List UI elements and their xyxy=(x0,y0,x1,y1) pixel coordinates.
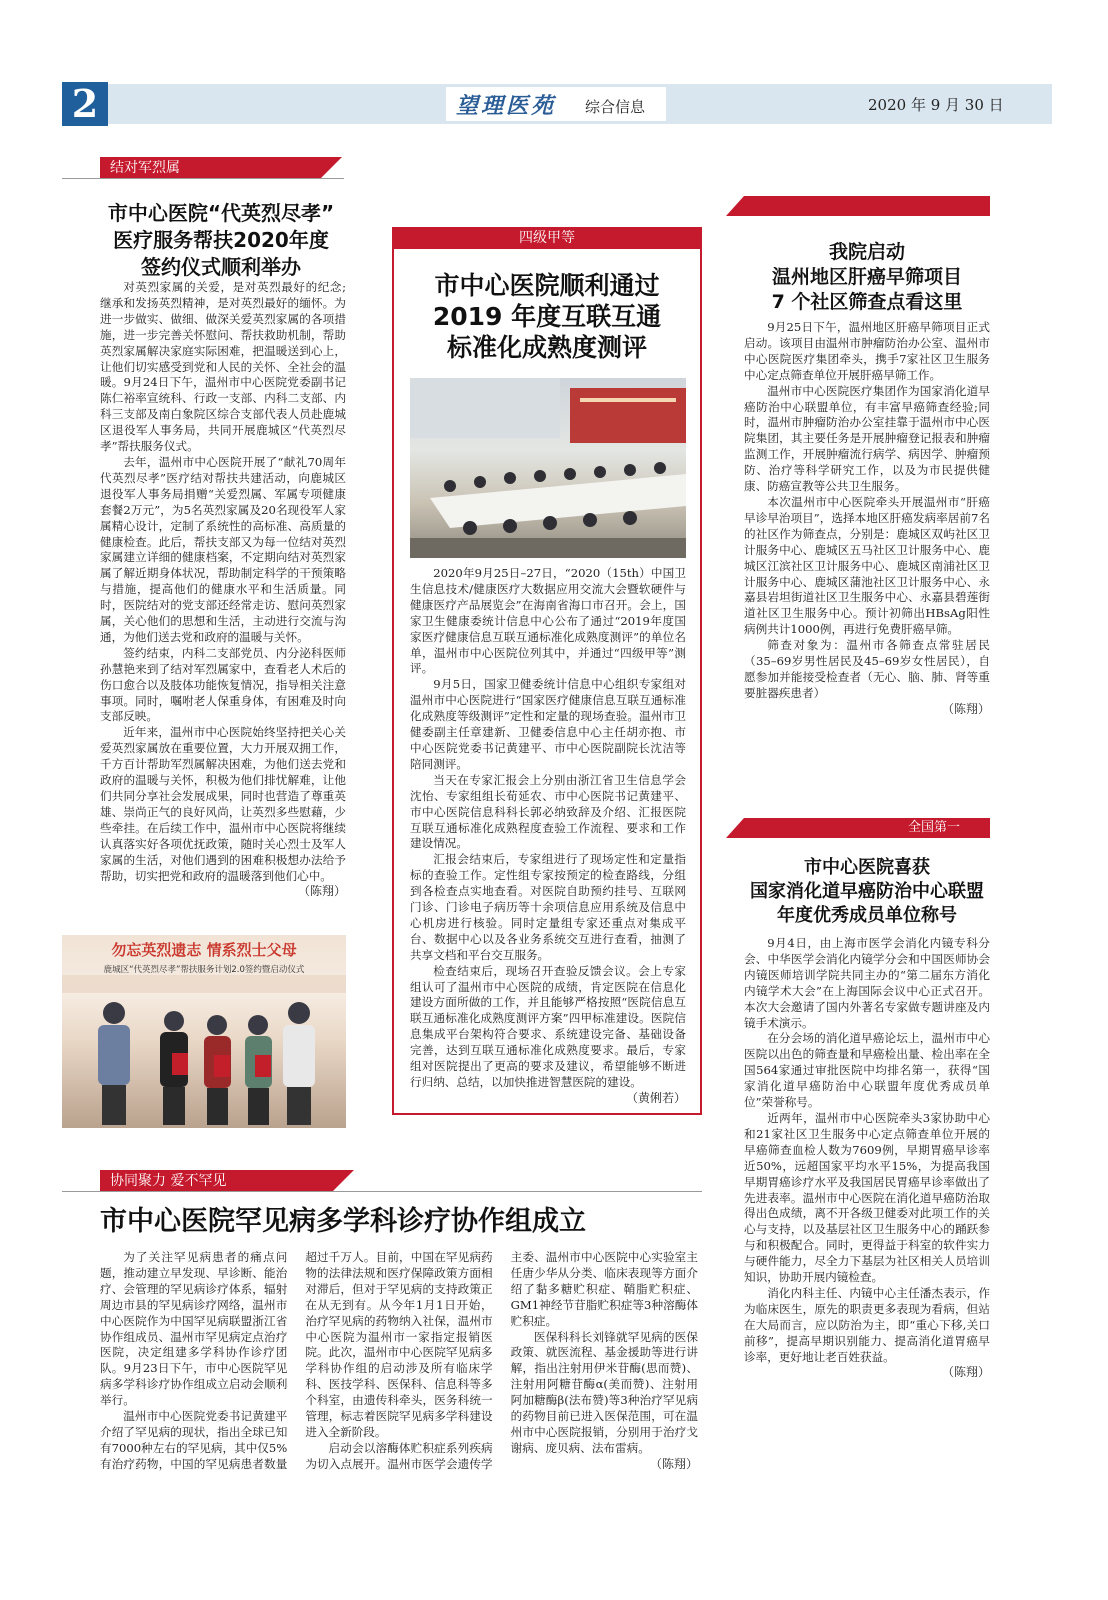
article3-headline: 我院启动 温州地区肝癌早筛项目 7 个社区筛查点看这里 xyxy=(771,241,963,313)
meeting-scene xyxy=(410,378,686,558)
page-number: 2 xyxy=(62,82,108,126)
article4-body: 9月4日，由上海市医学会消化内镜专科分会、中华医学会消化内镜学分会和中国医师协会内镜医师培训学院共同主办的“第二届东方消化内镜学术大会”在上海国际会议中心正式召开。本次大会邀请了国内外著名专家做专题讲座及内镜手术演示。 在分会场的消化道早癌论坛上，温州市中心医院以出色的筛查量和早癌检出量、检出率在全国564家通过审批医院中均排名第一，获得“国家消化道早癌防治中心联盟年度优秀成员单位”荣誉称号。 近两年，温州市中心医院牵头3家协助中心和21家社区卫生服务中心定点筛查单位开展的早癌筛查血检人数为7609例，早期胃癌早诊率近50%，远超国家平均水平15%，为提高我国早期胃癌诊疗水平及我国居民胃癌早诊率做出了先进表率。温州市中心医院在消化道早癌防治取得出色成绩，离不开各级卫健委对此项工作的关心与支持，以及基层社区卫生服务中心的踊跃参与和积极配合。同时，更得益于科室的软件实力与硬件能力，尽全力下基层为社区相关人员培训知识，协助开展内镜检查。 消化内科主任、内镜中心主任潘杰表示，作为临床医生，原先的职责更多表现为看病，但站在大局而言，应以防治为主，即“重心下移,关口前移”，提高早期识别能力、提高消化道胃癌早诊率，更好地让老百姓获益。 （陈翔） xyxy=(744,936,990,1380)
article1-author: （陈翔） xyxy=(297,884,346,899)
article4-headline: 市中心医院喜获 国家消化道早癌防治中心联盟 年度优秀成员单位称号 xyxy=(750,857,984,926)
article2-author: （黄俐若） xyxy=(625,1090,686,1105)
photo-caption-text: 鹿城区“代英烈尽孝”帮扶服务计划2.0签约暨启动仪式 xyxy=(103,965,305,975)
article2-headline: 市中心医院顺利通过 2019 年度互联互通 标准化成熟度测评 xyxy=(432,271,662,362)
article3-author: （陈翔） xyxy=(941,701,990,716)
article5-headline: 市中心医院罕见病多学科诊疗协作组成立 xyxy=(100,1206,586,1237)
tag-corner xyxy=(726,818,744,838)
section-tag-military: 结对军烈属 xyxy=(100,157,320,179)
divider xyxy=(62,178,344,179)
article1-body: 对英烈家属的关爱，是对英烈最好的纪念;继承和发扬英烈精神，是对英烈最好的缅怀。为进一步做实、做细、做深关爱英烈家属的各项措施，进一步完善关怀慰问、帮扶救助机制，帮助英烈家属解决家庭实际困难，把温暖送到心上，让他们切实感受到党和人民的关怀、全社会的温暖。9月24日下午，温州市中心医院党委副书记陈仁裕率宣统科、行政一支部、内科二支部、内科三支部及南白象院区综合支部代表人员赴鹿城区退役军人事务局，共同开展鹿城区“代英烈尽孝”帮扶服务仪式。 去年，温州市中心医院开展了“献礼70周年 代英烈尽孝”医疗结对帮扶共建活动，向鹿城区退役军人事务局捐赠“关爱烈属、军属专项健康套餐2万元”，为5名英烈家属及20名现役军人家属精心设计，定制了系统性的高标准、高质量的健康检查。此后，帮扶支部又为每一位结对英烈家属建立详细的健康档案，不定期向结对英烈家属了解近期身体状况，帮助制定科学的干预策略与措施，提高他们的健康水平和生活质量。同时，医院结对的党支部还经常走访、慰问英烈家属，关心他们的思想和生活，主动进行交流与沟通，为他们送去党和政府的温暖与关怀。 签约结束，内科二支部党员、内分泌科医师孙慧艳来到了结对军烈属家中，查看老人术后的伤口愈合以及肢体功能恢复情况，指导相关注意事项。同时，嘱咐老人保重身体，有困难及时向支部反映。 近年来，温州市中心医院始终坚持把关心关爱英烈家属放在重要位置，大力开展双拥工作，千方百计帮助军烈属解决困难，为他们送去党和政府的温暖与关怀，积极为他们排忧解难，让他们共同分享社会发展成果，同时也营造了尊重英雄、崇尚正气的良好风尚，让英烈多些慰藉，少些牵挂。在后续工作中，温州市中心医院将继续认真落实好各项优抚政策，随时关心烈士及军人家属的生活，对他们遇到的困难积极想办法给予帮助，切实把党和政府的温暖落到他们心中。 （陈翔） xyxy=(100,280,346,899)
section-tag-national-first: 全国第一 xyxy=(744,818,990,838)
ceremony-photo xyxy=(62,935,346,1128)
tag-corner xyxy=(726,196,744,216)
article2-body: 2020年9月25日–27日，“2020（15th）中国卫生信息技术/健康医疗大数据应用交流大会暨软硬件与健康医疗产品展览会”在海南省海口市召开。会上，国家卫生健康委统计信息中心公布了通过“2019年度国家医疗健康信息互联互通标准化成熟度测评”的单位名单，温州市中心医院位列其中，并通过“四级甲等”测评。 9月5日，国家卫健委统计信息中心组织专家组对温州市中心医院进行“国家医疗健康信息互联互通标准化成熟度等级测评”定性和定量的现场查验。温州市卫健委副主任章建新、卫健委信息中心主任胡亦抱、市中心医院党委书记黄建平、市中心医院副院长沈洁等陪同测评。 当天在专家汇报会上分别由浙江省卫生信息学会沈怡、专家组组长荀延农、市中心医院书记黄建平、市中心医院信息科科长郭必纳致辞及介绍、汇报医院互联互通标准化成熟程度查验工作流程、要求和工作建设情况。 汇报会结束后，专家组进行了现场定性和定量指标的查验工作。定性组专家按预定的检查路线，分组到各检查点实地查看。对医院自助预约挂号、互联网门诊、门诊电子病历等十余项信息应用系统及信息中心机房进行核验。同时定量组专家还重点对集成平台、数据中心以及各业务系统交互进行查看，抽测了共享文档和平台交互服务。 检查结束后，现场召开查验反馈会议。会上专家组认可了温州市中心医院的成绩，肯定医院在信息化建设方面所做的工作，并且能够严格按照“医院信息互联互通标准化成熟度测评方案”四甲标准建设。医院信息集成平台架构符合要求、系统建设完备、基础设备完善，达到互联互通标准化成熟度要求。最后，专家组对医院提出了更高的要求及建议，希望能够不断进行归纳、总结，以加快推进智慧医院的建设。 （黄俐若） xyxy=(410,566,686,1105)
issue-date: 2020 年 9 月 30 日 xyxy=(868,96,1004,114)
section-tag-rare-disease: 协同聚力 爱不罕见 xyxy=(100,1170,332,1192)
article3-body: 9月25日下午，温州地区肝癌早筛项目正式启动。该项目由温州市肿瘤防治办公室、温州市中心医院医疗集团牵头，携手7家社区卫生服务中心定点筛查单位开展肝癌早筛工作。 温州市中心医院医疗集团作为国家消化道早癌防治中心联盟单位，有丰富早癌筛查经验;同时，温州市肿瘤防治办公室挂靠于温州市中心医院集团，其主要任务是开展肿瘤登记报表和肿瘤监测工作，开展肿瘤流行病学、病因学、肿瘤预防、治疗等科学研究工作，以及为市民提供健康、防癌宣教等公共卫生服务。 本次温州市中心医院牵头开展温州市“肝癌早诊早治项目”，选择本地区肝癌发病率居前7名的社区作为筛查点，分别是：鹿城区双屿社区卫计服务中心、鹿城区五马社区卫计服务中心、鹿城区江滨社区卫计服务中心、鹿城区南浦社区卫计服务中心、鹿城区蒲池社区卫计服务中心、永嘉县岩坦街道社区卫生服务中心、永嘉县碧莲街道社区卫生服务中心。预计初筛出HBsAg阳性病例共计1000例，再进行免费肝癌早筛。 筛查对象为：温州市各筛查点常驻居民（35–69岁男性居民及45–69岁女性居民），自愿参加并能接受检查者（无心、脑、肺、肾等重要脏器疾患者） （陈翔） xyxy=(744,320,990,716)
masthead-logo: 望理医苑 xyxy=(456,93,557,119)
section-tag-liver xyxy=(744,196,990,216)
photo-banner-text: 勿忘英烈遗志 情系烈士父母 xyxy=(111,941,297,959)
article5-body: 为了关注罕见病患者的痛点问题，推动建立早发现、早诊断、能治疗、会管理的罕见病诊疗体系，辐射周边市县的罕见病诊疗网络，温州市中心医院作为中国罕见病联盟浙江省协作组成员、温州市罕见病定点治疗医院，决定组建多学科协作诊疗团队。9月23日下午，市中心医院罕见病多学科诊疗协作组成立启动会顺利举行。 温州市中心医院党委书记黄建平介绍了罕见病的现状，指出全球已知有7000种左右的罕见病，其中仅5%有治疗药物，中国的罕见病患者数量超过千万人。目前，中国在罕见病药物的法律法规和医疗保障政策方面相对滞后，但对于罕见病的支持政策正在从无到有。从今年1月1日开始，治疗罕见病的药物纳入社保，温州市中心医院为温州市一家指定报销医院。此次，温州市中心医院罕见病多学科协作组的启动涉及所有临床学科、医技学科、医保科、信息科等多个科室，由遗传科牵头，医务科统一管理，标志着医院罕见病多学科建设进入全新阶段。 启动会以溶酶体贮积症系列疾病为切入点展开。温州市医学会遗传学主委、温州市中心医院中心实验室主任唐少华从分类、临床表现等方面介绍了黏多糖贮积症、鞘脂贮积症、GM1神经节苷脂贮积症等3种溶酶体贮积症。 医保科科长刘锋就罕见病的医保政策、就医流程、基金援助等进行讲解，指出注射用伊米苷酶(思而赞)、注射用阿糖苷酶α(美而赞)、注射用阿加糖酶β(法布赞)等3种治疗罕见病的药物目前已进入医保范围，可在温州市中心医院报销，分别用于治疗戈谢病、庞贝病、法布雷病。 （陈翔） xyxy=(100,1250,698,1471)
section-name: 综合信息 xyxy=(585,98,646,116)
photo-people xyxy=(62,935,346,1128)
article1-headline: 市中心医院“代英烈尽孝” 医疗服务帮扶2020年度 签约仪式顺利举办 xyxy=(107,201,335,279)
section-tag-level-four: 四级甲等 xyxy=(392,227,702,249)
meeting-photo xyxy=(410,378,686,558)
article5-author: （陈翔） xyxy=(649,1456,698,1471)
divider xyxy=(62,1191,702,1192)
article4-author: （陈翔） xyxy=(941,1365,990,1380)
